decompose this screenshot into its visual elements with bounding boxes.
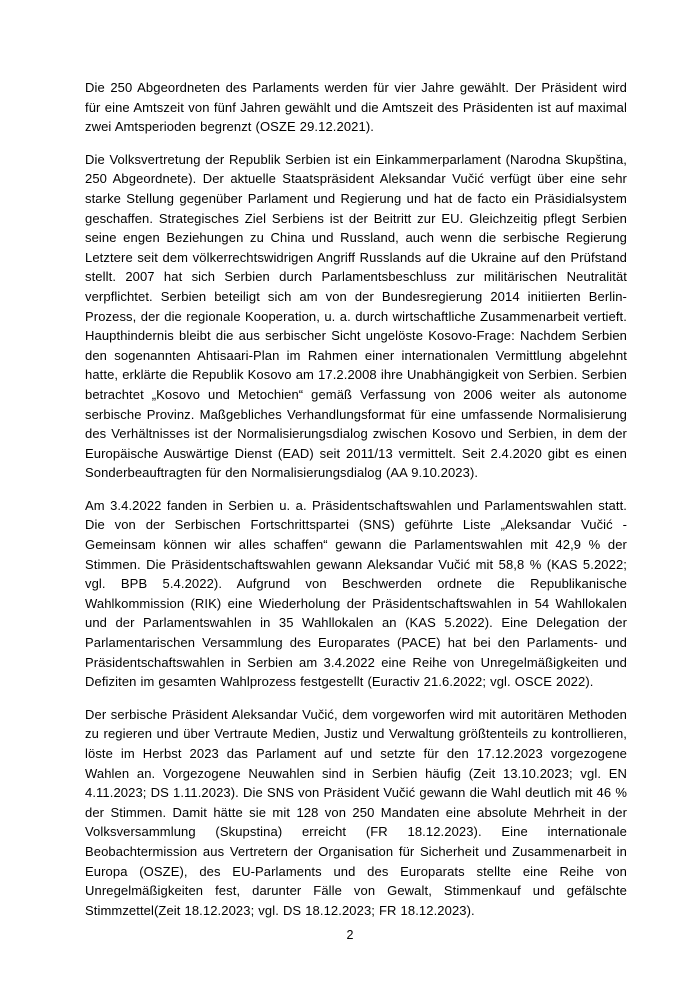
page-number: 2 [346,928,354,942]
paragraph-elections-2022: Am 3.4.2022 fanden in Serbien u. a. Präsidentschaftswahlen und Parlamentswahlen statt. Die von der Serbischen Fortschrittspartei (SNS) geführte Liste „Aleksandar Vučić - Gemeinsam können wir alles schaffen“ gewann die Parlamentswahlen mit 42,9 % der Stimmen. Die Präsidentschaftswahlen gewann Aleksandar Vučić mit 58,8 % (KAS 5.2022; vgl. BPB 5.4.2022). Aufgrund von Beschwerden ordnete die Republikanische Wahlkommission (RIK) eine Wiederholung der Präsidentschaftswahlen in 54 Wahllokalen und der Parlamentswahlen in 35 Wahllokalen an (KAS 5.2022). Eine Delegation der Parlamentarischen Versammlung des Europarates (PACE) hat bei den Parlaments- und Präsidentschaftswahlen in Serbien am 3.4.2022 eine Reihe von Unregelmäßigkeiten und Defiziten im gesamten Wahlprozess festgestellt (Euractiv 21.6.2022; vgl. OSCE 2022). [85,497,627,690]
paragraph-political-system: Die Volksvertretung der Republik Serbien ist ein Einkammerparlament (Narodna Skupština, 250 Abgeordnete). Der aktuelle Staatspräsident Aleksandar Vučić verfügt über eine sehr starke Stellung gegenüber Parlament und Regierung und hat de facto ein Präsidialsystem geschaffen. Strategisches Ziel Serbiens ist der Beitritt zur EU. Gleichzeitig pflegt Serbien seine engen Beziehungen zu China und Russland, auch wenn die serbische Regierung Letztere seit dem völkerrechtswidrigen Angriff Russlands auf die Ukraine auf den Prüfstand stellt. 2007 hat sich Serbien durch Parlamentsbeschluss zur militärischen Neutralität verpflichtet. Serbien beteiligt sich am von der Bundesregierung 2014 initiierten Berlin-Prozess, der die regionale Kooperation, u. a. durch wirtschaftliche Zusammenarbeit vertieft. Haupthindernis bleibt die aus serbischer Sicht ungelöste Kosovo-Frage: Nachdem Serbien den sogenannten Ahtisaari-Plan im Rahmen einer internationalen Vermittlung abgelehnt hatte, erklärte die Republik Kosovo am 17.2.2008 ihre Unabhängigkeit von Serbien. Serbien betrachtet „Kosovo und Metochien“ gemäß Verfassung von 2006 weiter als autonome serbische Provinz. Maßgebliches Verhandlungsformat für eine umfassende Normalisierung des Verhältnisses ist der Normalisierungsdialog zwischen Kosovo und Serbien, in dem der Europäische Auswärtige Dienst (EAD) seit 2011/13 vermittelt. Seit 2.4.2020 gibt es einen Sonderbeauftragten für den Normalisierungsdialog (AA 9.10.2023). [85,151,627,481]
document-body [85,78,627,933]
paragraph-term-limits: Die 250 Abgeordneten des Parlaments werden für vier Jahre gewählt. Der Präsident wird für eine Amtszeit von fünf Jahren gewählt und die Amtszeit des Präsidenten ist auf maximal zwei Amtsperioden begrenzt (OSZE 29.12.2021). [85,80,627,135]
paragraph-elections-2023: Der serbische Präsident Aleksandar Vučić, dem vorgeworfen wird mit autoritären Methoden zu regieren und über Vertraute Medien, Justiz und Verwaltung größtenteils zu kontrollieren, löste im Herbst 2023 das Parlament auf und setzte für den 17.12.2023 vorgezogene Wahlen an. Vorgezogene Neuwahlen sind in Serbien häufig (Zeit 13.10.2023; vgl. EN 4.11.2023; DS 1.11.2023). Die SNS von Präsident Vučić gewann die Wahl deutlich mit 46 % der Stimmen. Damit hätte sie mit 128 von 250 Mandaten eine absolute Mehrheit in der Volksversammlung (Skupstina) erreicht (FR 18.12.2023). Eine internationale Beobachtermission aus Vertretern der Organisation für Sicherheit und Zusammenarbeit in Europa (OSZE), des EU-Parlaments und des Europarats stellte eine Reihe von Unregelmäßigkeiten fest, darunter Fälle von Gewalt, Stimmenkauf und gefälschte Stimmzettel(Zeit 18.12.2023; vgl. DS 18.12.2023; FR 18.12.2023). [85,706,627,918]
